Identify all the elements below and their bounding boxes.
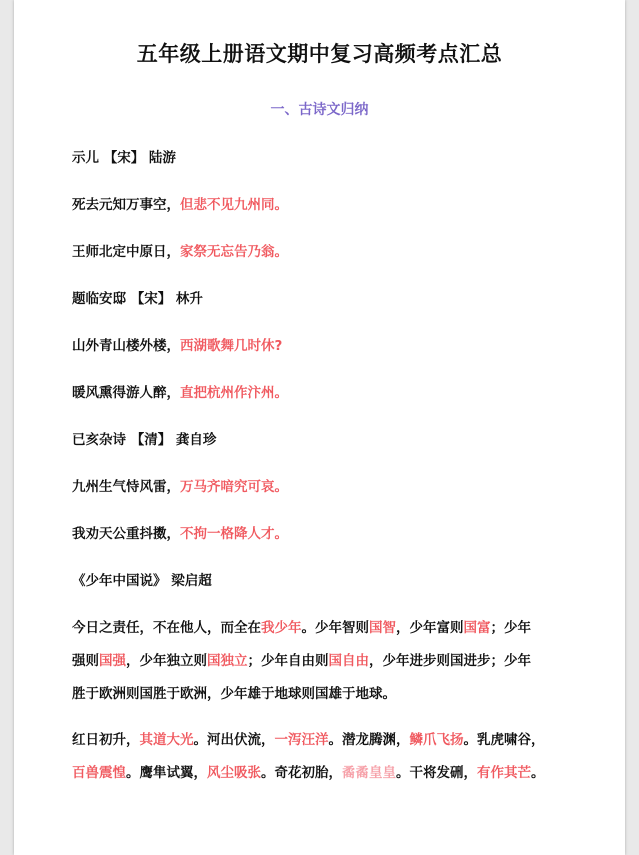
text: 。鹰隼试翼， [126,765,207,781]
text: ，少年独立则 [126,653,207,669]
poem-highlight: 但悲不见九州同。 [180,197,288,213]
text: ；少年自由则 [247,653,329,669]
poem-line [72,240,288,260]
poem-text: 九州生气恃风雷， [72,479,180,495]
highlight: 百兽震惶 [72,765,126,781]
text: 。乳虎啸谷， [463,732,545,748]
poem-line [72,475,288,495]
text: ，少年进步则国进步；少年 [369,653,531,669]
text: 。 [531,765,545,781]
page-title: 五年级上册语文期中复习高频考点汇总 [136,42,503,66]
poem-heading: 示儿 【宋】 陆游 [72,150,176,166]
text: 。奇花初胎， [261,765,342,781]
poem-heading: 已亥杂诗 【清】 龚自珍 [72,432,217,448]
poem-line [72,193,288,213]
highlight: 国强 [99,653,126,669]
highlight: 我少年 [261,620,302,636]
highlight: 国富 [463,620,491,636]
text: 今日之责任，不在他人，而全在 [72,620,261,636]
poem-text: 王师北定中原日， [72,244,180,260]
highlight: 国智 [369,620,396,636]
poem-line [72,334,282,354]
poem-highlight: 家祭无忘告乃翁。 [180,244,288,260]
prose-line [72,649,531,669]
poem-highlight: 不拘一格降人才。 [180,526,288,542]
text: 强则 [72,653,99,669]
poem-text: 我劝天公重抖擞， [72,526,180,542]
section-heading: 一、古诗文归纳 [270,102,369,118]
text: 。少年智则 [301,620,369,636]
poem-highlight: 直把杭州作汴州。 [180,385,288,401]
prose-heading: 《少年中国说》 梁启超 [72,573,212,589]
highlight: 有作其芒 [477,765,531,781]
prose-line [72,761,545,781]
poem-line [72,522,288,542]
highlight: 国独立 [207,653,248,669]
poem-heading: 题临安邸 【宋】 林升 [72,291,203,307]
highlight: 风尘吸张 [207,765,261,781]
highlight: 国自由 [328,653,369,669]
text: 红日初升， [72,732,140,748]
text: 。潜龙腾渊， [328,732,410,748]
poem-text: 暖风熏得游人醉， [72,385,180,401]
highlight: 一泻汪洋 [274,732,329,748]
text: 。河出伏流， [193,732,275,748]
prose-line [72,728,545,748]
text: 。干将发硎， [396,765,477,781]
poem-line [72,381,288,401]
document-page [14,0,625,855]
poem-text: 山外青山楼外楼， [72,338,180,354]
poem-highlight: 西湖歌舞几时休? [180,338,283,354]
poem-highlight: 万马齐喑究可哀。 [180,479,288,495]
text: 胜于欧洲则国胜于欧洲，少年雄于地球则国雄于地球。 [72,686,396,702]
prose-line [72,616,531,636]
highlight: 鳞爪飞扬 [409,732,464,748]
text: ，少年富则 [396,620,464,636]
highlight: 矞矞皇皇 [342,765,396,781]
highlight: 其道大光 [139,732,194,748]
prose-line [72,682,396,702]
poem-text: 死去元知万事空， [72,197,180,213]
text: ；少年 [490,620,531,636]
